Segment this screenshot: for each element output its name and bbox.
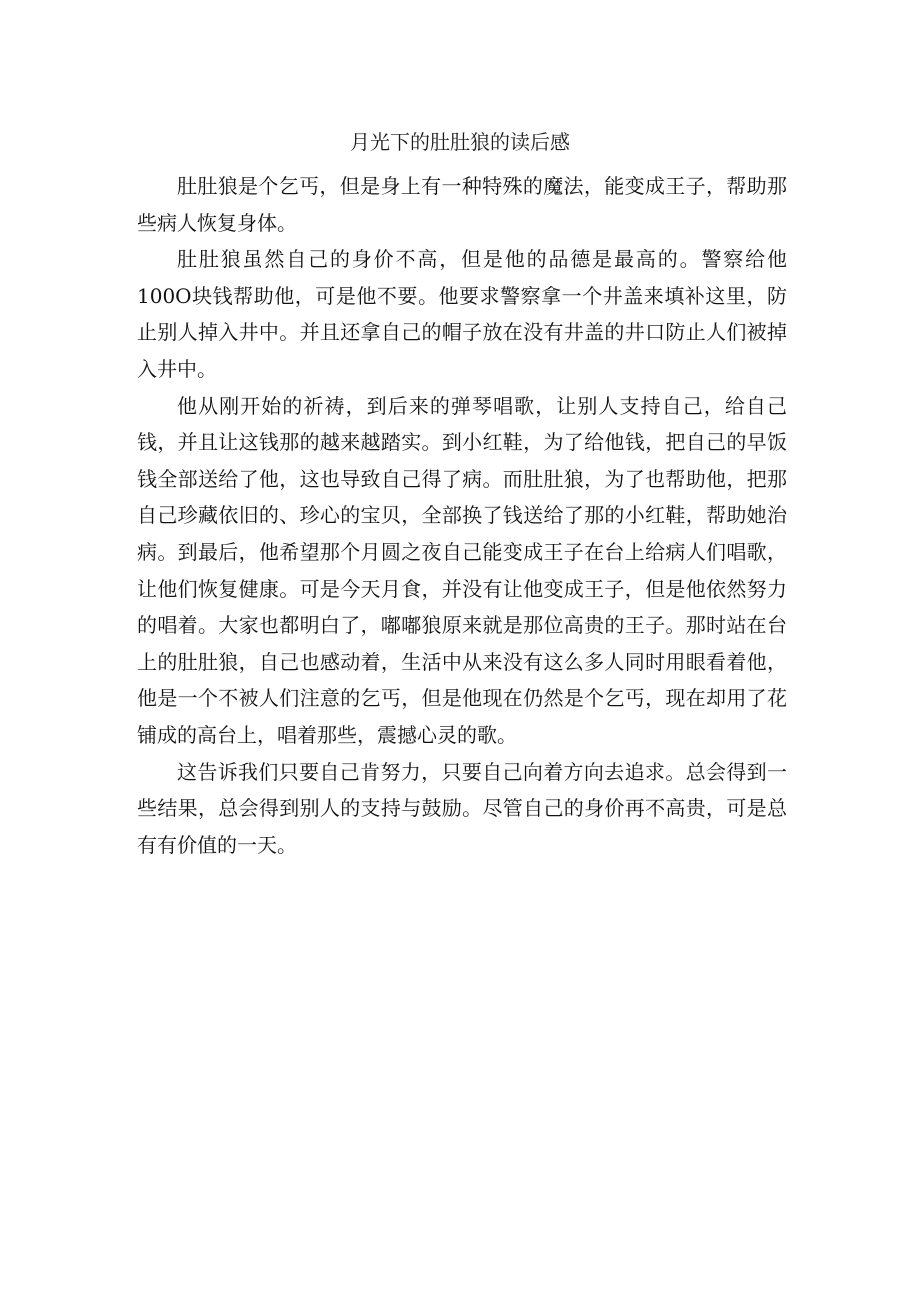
paragraph-2: 肚肚狼虽然自己的身价不高，但是他的品德是最高的。警察给他100O块钱帮助他，可是他不要。他要求警察拿一个井盖来填补这里，防止别人掉入井中。并且还拿自己的帽子放在没有井盖的井口防止人们被掉入井中。 bbox=[137, 247, 787, 381]
document-body bbox=[137, 168, 787, 863]
document-title: 月光下的肚肚狼的读后感 bbox=[350, 130, 570, 154]
paragraph-4: 这告诉我们只要自己肯努力，只要自己向着方向去追求。总会得到一些结果，总会得到别人的支持与鼓励。尽管自己的身价再不高贵，可是总有有价值的一天。 bbox=[137, 759, 787, 857]
paragraph-3: 他从刚开始的祈祷，到后来的弹琴唱歌，让别人支持自己，给自己钱，并且让这钱那的越来越踏实。到小红鞋，为了给他钱，把自己的早饭钱全部送给了他，这也导致自己得了病。而肚肚狼，为了也帮助他，把那自己珍藏依旧的、珍心的宝贝，全部换了钱送给了那的小红鞋，帮助她治病。到最后，他希望那个月圆之夜自己能变成王子在台上给病人们唱歌，让他们恢复健康。可是今天月食，并没有让他变成王子，但是他依然努力的唱着。大家也都明白了，嘟嘟狼原来就是那位高贵的王子。那时站在台上的肚肚狼，自己也感动着，生活中从来没有这么多人同时用眼看着他，他是一个不被人们注意的乞丐，但是他现在仍然是个乞丐，现在却用了花铺成的高台上，唱着那些，震撼心灵的歌。 bbox=[137, 393, 787, 747]
paragraph-1: 肚肚狼是个乞丐，但是身上有一种特殊的魔法，能变成王子，帮助那些病人恢复身体。 bbox=[137, 174, 787, 235]
